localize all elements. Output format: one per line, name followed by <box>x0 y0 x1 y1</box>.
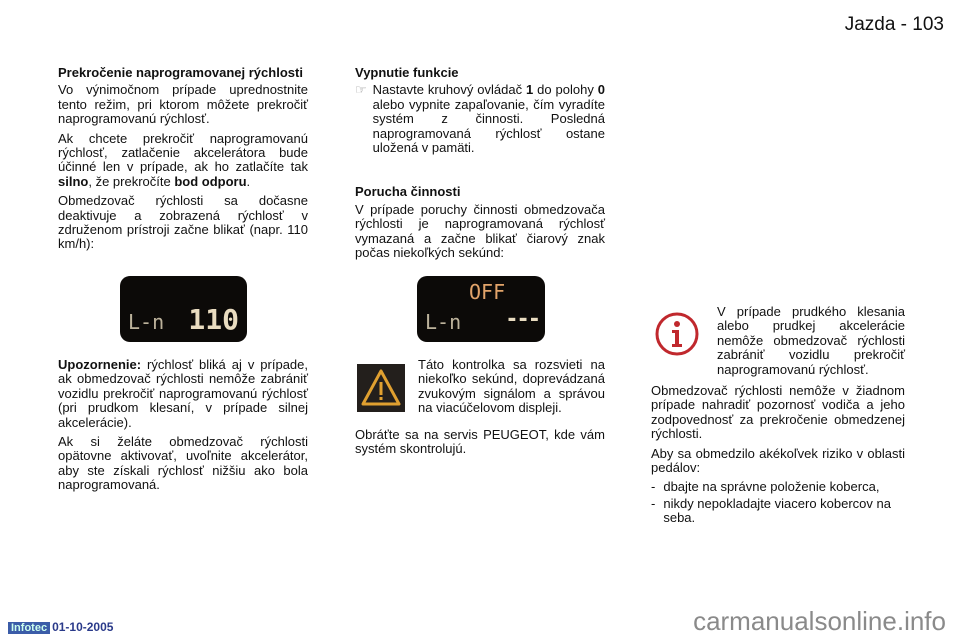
paragraph: Ak chcete prekročiť naprogramovanú rýchlosť, zatlačenie akcelerátora bude účinné len v prípade, ak ho zatlačíte tak silno, že prekročíte bod odporu. <box>58 130 308 189</box>
paragraph: Obmedzovač rýchlosti nemôže v žiadnom prípade nahradiť pozornosť vodiča a jeho zodpovednosť za prekročenie obmedzenej rýchlosti. <box>651 383 905 442</box>
info-text: V prípade prudkého klesania alebo prudkej akcelerácie nemôže obmedzovač rýchlosti zabrániť vozidlu prekročiť naprogramovanú rýchlosť. <box>717 304 905 377</box>
display-speed: 110 <box>188 303 239 336</box>
footer-date: 01-10-2005 <box>52 620 114 634</box>
section-heading: Vypnutie funkcie <box>355 65 459 80</box>
display-dashes: --- <box>505 307 539 332</box>
paragraph: Obráťte sa na servis PEUGEOT, kde vám systém skontrolujú. <box>355 427 605 457</box>
display-prefix: L-n <box>425 310 462 334</box>
bullet-item: ☞ Nastavte kruhový ovládač 1 do polohy 0 alebo vypnite zapaľovanie, čím vyradíte systém z činnosti. Posledná naprogramovaná rýchlosť ostane uložená v pamäti. <box>355 82 606 156</box>
section-heading: Prekročenie naprogramovanej rýchlosti <box>58 65 303 80</box>
list-item: - dbajte na správne položenie koberca, <box>651 479 880 495</box>
speed-display-image <box>120 276 247 342</box>
display-prefix: L-n <box>128 310 165 334</box>
display-off: OFF <box>469 280 506 304</box>
page-header: Jazda - 103 <box>844 14 944 35</box>
paragraph: V prípade poruchy činnosti obmedzovača rýchlosti je naprogramovaná rýchlosť vymazaná a začne blikať čiarový znak počas niekoľkých sekúnd: <box>355 201 605 261</box>
warning-note: Upozornenie: rýchlosť bliká aj v prípade, ak obmedzovač rýchlosti nemôže zabrániť vozidlu prekročiť naprogramovanú rýchlosť (pri prudkom klesaní, v prípade silnej akcelerácie). <box>58 357 308 430</box>
middle-column <box>355 66 605 265</box>
paragraph: Vo výnimočnom prípade uprednostnite tento režim, pri ktorom môžete prekročiť naprogramovanú rýchlosť. <box>58 82 308 127</box>
right-column <box>651 384 905 528</box>
section-heading: Porucha činnosti <box>355 184 461 200</box>
infotec-logo: Infotec <box>8 622 50 634</box>
paragraph: Obmedzovač rýchlosti sa dočasne deaktivuje a zobrazená rýchlosť v združenom prístroji začne blikať (napr. 110 km/h): <box>58 193 308 252</box>
left-lower <box>58 358 308 498</box>
watermark: carmanualsonline.info <box>693 606 946 636</box>
warning-triangle-icon <box>357 364 405 412</box>
warning-text: Táto kontrolka sa rozsvieti na niekoľko sekúnd, doprevádzaná zvukovým signálom a správou na viacúčelovom displeji. <box>418 357 605 416</box>
list-item: - nikdy nepokladajte viacero kobercov na seba. <box>651 495 891 526</box>
info-icon <box>654 311 700 362</box>
paragraph: Ak si želáte obmedzovač rýchlosti opätovne aktivovať, uvoľnite akcelerátor, aby ste získali rýchlosť nižšiu ako bola naprogramovaná. <box>58 434 308 493</box>
footer <box>8 620 113 634</box>
pointing-hand-icon: ☞ <box>355 82 367 98</box>
paragraph: Aby sa obmedzilo akékoľvek riziko v oblasti pedálov: <box>651 445 905 476</box>
left-column <box>58 66 308 257</box>
fault-display-image <box>417 276 545 342</box>
